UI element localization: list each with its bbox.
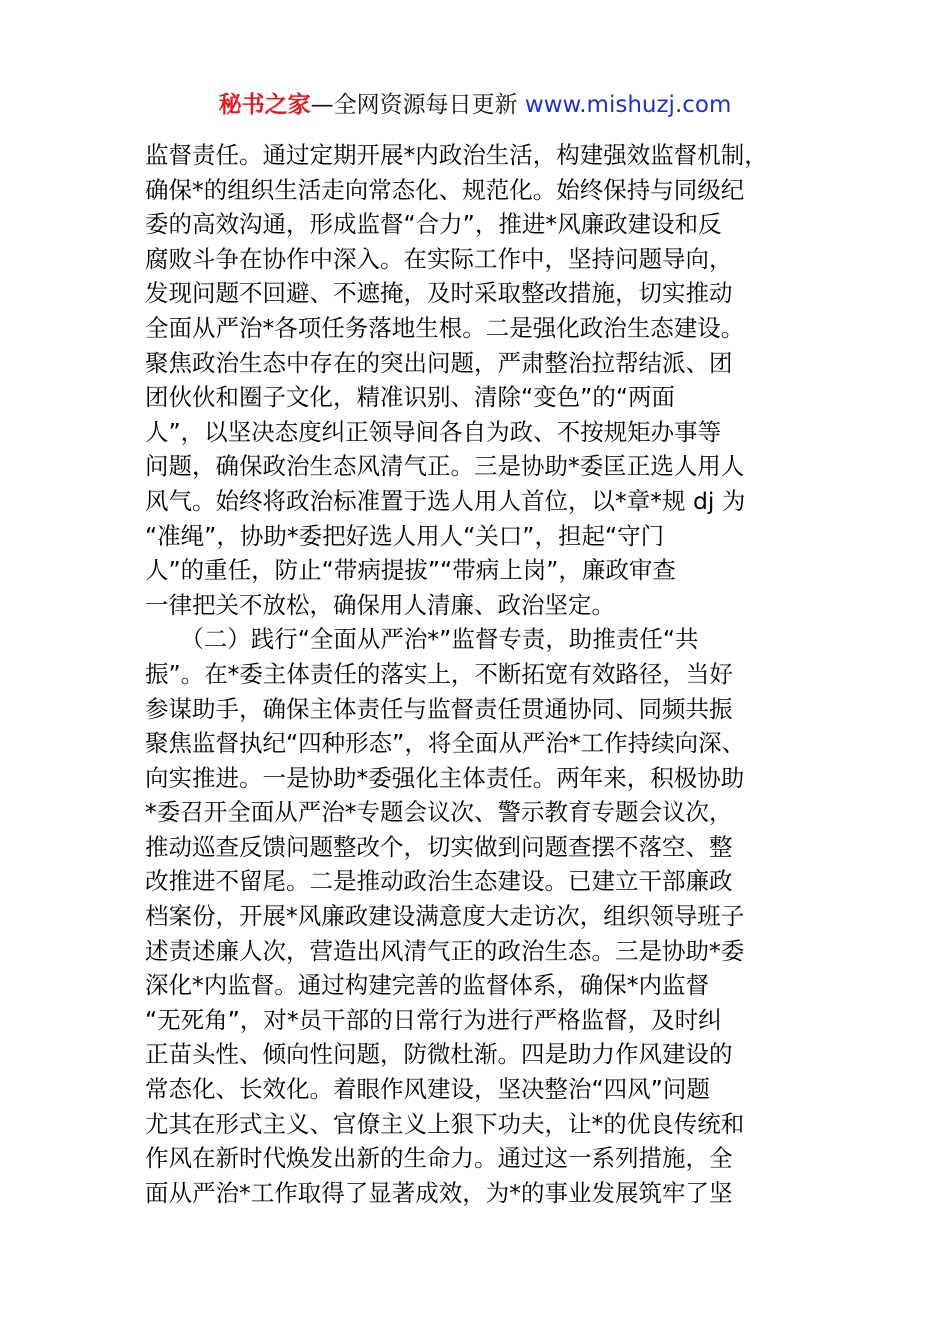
- brand-name: 秘书之家: [218, 92, 311, 118]
- body-text-line: 问题，确保政治生态风清气正。三是协助*委匡正选人用人: [145, 452, 745, 481]
- site-header: [0, 88, 950, 122]
- body-text-line: 常态化、长效化。着眼作风建设，坚决整治“四风”问题: [145, 1075, 710, 1104]
- body-text-line: 委的高效沟通，形成监督“合力”，推进*风廉政建设和反: [145, 210, 722, 239]
- body-text-line: 确保*的组织生活走向常态化、规范化。始终保持与同级纪: [145, 175, 745, 204]
- body-text-line: 发现问题不回避、不遮掩，及时采取整改措施，切实推动: [145, 279, 733, 308]
- body-text-line: 改推进不留尾。二是推动政治生态建设。已建立干部廉政: [145, 867, 733, 896]
- body-text-line: 人”，以坚决态度纠正领导间各自为政、不按规矩办事等: [145, 417, 722, 446]
- document-body: [145, 138, 815, 1210]
- body-text-line: 全面从严治*各项任务落地生根。二是强化政治生态建设。: [145, 313, 745, 342]
- body-text-line: 正苗头性、倾向性问题，防微杜渐。四是助力作风建设的: [145, 1040, 733, 1069]
- body-text-line: 聚焦政治生态中存在的突出问题，严肃整治拉帮结派、团: [145, 348, 733, 377]
- body-text-line: （二）践行“全面从严治*”监督专责，助推责任“共: [145, 625, 699, 654]
- body-text-line: 参谋助手，确保主体责任与监督责任贯通协同、同频共振: [145, 694, 733, 723]
- body-text-line: 振”。在*委主体责任的落实上，不断拓宽有效路径，当好: [145, 659, 733, 688]
- body-text-line: 风气。始终将政治标准置于选人用人首位，以*章*规 dj 为: [145, 486, 746, 515]
- body-text-line: “无死角”，对*员干部的日常行为进行严格监督，及时纠: [145, 1005, 722, 1034]
- body-text-line: 档案份，开展*风廉政建设满意度大走访次，组织领导班子: [145, 902, 745, 931]
- body-text-line: “准绳”，协助*委把好选人用人“关口”，担起“守门: [145, 521, 665, 550]
- body-text-line: 向实推进。一是协助*委强化主体责任。两年来，积极协助: [145, 763, 745, 792]
- body-text-line: 面从严治*工作取得了显著成效，为*的事业发展筑牢了坚: [145, 1178, 733, 1207]
- body-text-line: 深化*内监督。通过构建完善的监督体系，确保*内监督: [145, 971, 709, 1000]
- body-text-line: 述责述廉人次，营造出风清气正的政治生态。三是协助*委: [145, 936, 745, 965]
- body-text-line: 推动巡查反馈问题整改个，切实做到问题查摆不落空、整: [145, 832, 733, 861]
- body-text-line: 监督责任。通过定期开展*内政治生活，构建强效监督机制，: [145, 141, 768, 169]
- body-text-line: 一律把关不放松，确保用人清廉、政治坚定。: [145, 590, 615, 619]
- header-tagline: —全网资源每日更新: [310, 92, 525, 118]
- body-text-line: 作风在新时代焕发出新的生命力。通过这一系列措施，全: [145, 1144, 733, 1173]
- body-text-line: *委召开全面从严治*专题会议次、警示教育专题会议次，: [145, 798, 733, 827]
- site-url-link[interactable]: www.mishuzj.com: [524, 92, 732, 118]
- body-text-line: 聚焦监督执纪“四种形态”，将全面从严治*工作持续向深、: [145, 729, 746, 758]
- body-text-line: 尤其在形式主义、官僚主义上狠下功夫，让*的优良传统和: [145, 1109, 745, 1138]
- body-text-line: 腐败斗争在协作中深入。在实际工作中，坚持问题导向，: [145, 244, 733, 273]
- body-text-line: 人”的重任，防止“带病提拔”“带病上岗”，廉政审查: [145, 556, 676, 585]
- body-text-line: 团伙伙和圈子文化，精准识别、清除“变色”的“两面: [145, 383, 676, 412]
